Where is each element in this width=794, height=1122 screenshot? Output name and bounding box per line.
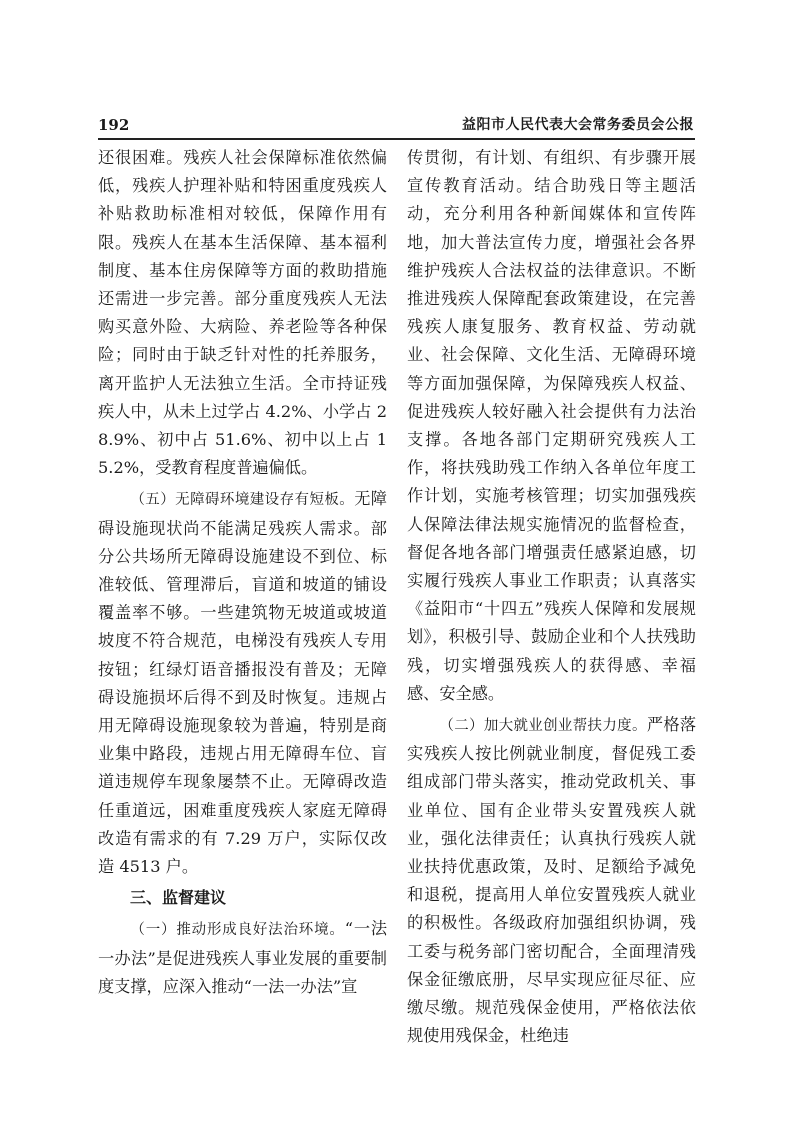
paragraph-barrier-free [98,485,387,881]
paragraph-barrier-free-body: 无障碍设施现状尚不能满足残疾人需求。部分公共场所无障碍设施建设不到位、标准较低、管理滞后，盲道和坡道的铺设覆盖率不够。一些建筑物无坡道或坡道坡度不符合规范，电梯没有残疾人专用按钮；红绿灯语音播报没有普及；无障碍设施损坏后得不到及时恢复。违规占用无障碍设施现象较为普遍，特别是商业集中路段，违规占用无障碍车位、盲道违规停车现象屡禁不止。无障碍改造任重道远，困难重度残疾人家庭无障碍改造有需求的有 7.29 万户，实际仅改造 4513 户。 [98,489,387,877]
subsection-heading-2: （二）加大就业创业帮扶力度。 [439,718,647,735]
subsection-heading-5: （五）无障碍环境建设存有短板。 [130,492,355,509]
paragraph-employment-body: 严格落实残疾人按比例就业制度，督促残工委组成部门带头落实，推动党政机关、事业单位、国有企业带头安置残疾人就业，强化法律责任；认真执行残疾人就业扶持优惠政策，及时、足额给予减免和退税，提高用人单位安置残疾人就业的积极性。各级政府加强组织协调，残工委与税务部门密切配合，全面理清残保金征缴底册，尽早实现应征尽征、应缴尽缴。规范残保金使用，严格依法依规使用残保金，杜绝违 [407,715,696,1046]
journal-title: 益阳市人民代表大会常务委员会公报 [462,117,694,133]
header-divider [98,138,695,140]
paragraph-rule-of-law [98,915,387,1001]
subsection-heading-1: （一）推动形成良好法治环境。 [130,922,345,939]
paragraph-social-security: 还很困难。残疾人社会保障标准依然偏低，残疾人护理补贴和特困重度残疾人补贴救助标准相对较低，保障作用有限。残疾人在基本生活保障、基本福利制度、基本住房保障等方面的救助措施还需进一步完善。部分重度残疾人无法购买意外险、大病险、养老险等各种保险；同时由于缺乏针对性的托养服务，离开监护人无法独立生活。全市持证残疾人中，从未上过学占 4.2%、小学占 28.9%、初中占 51.6%、初中以上占 15.2%，受教育程度普遍偏低。 [98,148,387,478]
section-heading-3: 三、监督建议 [130,888,227,908]
paragraph-rule-of-law-body: “一法一办法”是促进残疾人事业发展的重要制度支撑，应深入推动“一法一办法”宣 [98,919,387,996]
paragraph-employment [407,711,696,1050]
page-header [98,114,694,138]
paragraph-publicity: 传贯彻，有计划、有组织、有步骤开展宣传教育活动。结合助残日等主题活动，充分利用各种新闻媒体和宣传阵地，加大普法宣传力度，增强社会各界维护残疾人合法权益的法律意识。不断推进残疾人保障配套政策建设，在完善残疾人康复服务、教育权益、劳动就业、社会保障、文化生活、无障碍环境等方面加强保障，为保障残疾人权益、促进残疾人较好融入社会提供有力法治支撑。各地各部门定期研究残疾人工作，将扶残助残工作纳入各单位年度工作计划，实施考核管理；切实加强残疾人保障法律法规实施情况的监督检查，督促各地各部门增强责任感紧迫感，切实履行残疾人事业工作职责；认真落实《益阳市“十四五”残疾人保障和发展规划》，积极引导、鼓励企业和个人扶残助残，切实增强残疾人的获得感、幸福感、安全感。 [407,148,696,703]
right-column [407,144,696,1084]
left-column [98,144,387,1084]
page-number: 192 [98,116,130,134]
